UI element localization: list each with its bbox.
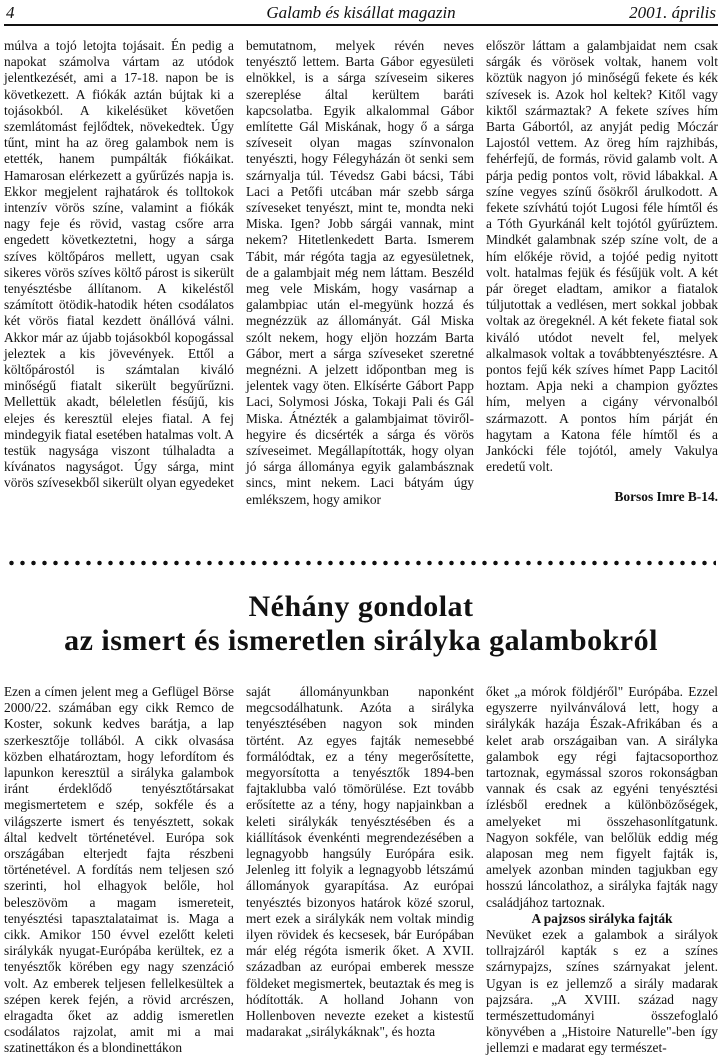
author-signature: Borsos Imre B-14.: [614, 489, 718, 505]
issue-date: 2001. április: [629, 3, 716, 22]
headline-line-1: Néhány gondolat: [248, 590, 474, 623]
article-column-1: [4, 684, 234, 1057]
top-article-column-1: [4, 38, 234, 492]
top-article-column-2: [246, 38, 474, 508]
article-text-3a: őket „a mórok földjéről" Európába. Ezzel egyszerre nyilvánválová lett, hogy a sirálykák hazája Észak-Afrikában és a kelet arab országaiban van. A sirályka galambok egy régi fajtacsoporthoz tartoznak, egymással szoros rokonságban vannak és csak az egyéni tenyésztési ízlésből erednek a különbözőségek, amelyeket mi összehasonlítgatunk. Nagyon sokféle, van belőlük eddig még alaposan meg nem figyelt fajták is, amelyek azonban minden tagjukban egy hosszú láncolathoz, a sirályka fajták nagy családjához tartoznak.: [486, 684, 718, 910]
article-headline: [0, 590, 722, 658]
top-article-text-3: először láttam a galambjaidat nem csak sárgák és vörösek voltak, hanem volt köztük nagyon jó minőségű fekete és kék szívesek is. Azok hol keltek? Kitől vagy kiktől származtak? A fekete szíves hím Barta Gábortól, az anyját pedig Móczár Lajostól vettem. Az öreg hím rajzhibás, fehérfejű, de formás, rövid galamb volt. A párja pedig pontos volt, rövid lábakkal. A színe vegyes színű ősökről árulkodott. A fekete szívhátú tojót Lugosi féle hímtől és a Tóth Gyurkánál kelt tojótól gyűrűztem. Mindkét galambnak szép színe volt, de a hím előkéje rövid, a tojóé pedig nyitott volt. hatalmas fejük és fésűjük volt. A két pár öreget eladtam, amikor a fiatalok túljutottak a vedlésen, mert sokkal jobbak voltak az öregeknél. A két fekete fiatal sok kiváló utódot nevelt fel, melyek alkalmasok voltak a továbbtenyésztésre. A pontos fejű kék szíves hímet Papp Lacitól hoztam. Apja neki a champion győztes hím, melyen a cigány vérvonalból származott. A pontos hím párját én hagytam a Katona féle hímtől és a Jankócki féle tojótól, amely Vakulya eredetű volt.: [486, 38, 718, 475]
headline-line-2: az ismert és ismeretlen sirályka galambokról: [64, 624, 658, 657]
top-article-column-3: [486, 38, 718, 506]
top-article-text-1: múlva a tojó letojta tojásait. Én pedig a napokat számolva vártam az utódok jelentkezését, ami a 17-18. napon be is következett. A fiókák aztán bújtak ki a tojásokból. A kikelésüket követően szemlátomást fejlődtek, növekedtek. Úgy tűnt, mint ha az öreg galambok nem is etették, hanem pumpálták fiókáikat. Hamarosan elérkezett a gyűrűzés napja is. Ekkor megjelent rajhatárok és tolltokok intenzív vörös színe, valamint a fiókák nagy feje és rövid, vastag csőre arra engedett következtetni, hogy a sárga szíves költőpáros mellett, ugyan csak sikeres vörös szíves költő párost is sikerült tenyésztésbe állítanom. A kikeléstől számított ötödik-hatodik héten csodálatos két vörös fiatal kezdett önállóvá válni. Akkor már az újabb tojásokból kopogással jeleztek a kis jövevények. Ettől a költőpárostól is számtalan kiváló minőségű fiatalt sikerült begyűrűzni. Mellettük akadt, béleletlen fésűjű, kis elejes és keresztül elejes fiatal. A fej mindegyik fiatal esetében hatalmas volt. A testük nagysága viszont túlhaladta a kívánatos nagyságot. Úgy sárga, mint vörös szívesekből sikerült olyan egyedeket: [4, 38, 234, 491]
top-article-text-2: bemutatnom, melyek révén neves tenyésztő lettem. Barta Gábor egyesületi elnökkel, is a sárga szíveseim sikeres szereplése által kerültem baráti kapcsolatba. Egyik alkalommal Gábor említette Gál Miskának, hogy ő a sárga szíveseit olyan magas színvonalon tenyészti, hogy Félegyházán öt senki sem szárnyalja túl. Tévedsz Gabi bácsi, Tábi Laci a Petőfi utcában már szebb sárga szíveseket tenyészt, mint te, mondta neki Miska. Igen? Jobb sárgái vannak, mint nekem? Hitetlenkedett Barta. Ismerem Tábit, már régóta tagja az egyesületnek, de a galambjait még nem láttam. Beszéld meg vele Miskám, hogy vasárnap a galambpiac után el-megyünk hozzá és megnézzük az állományát. Gál Miska szólt nekem, hogy eljön hozzám Barta Gábor, mert a sárga szíveseket szeretné megnézni. A jelzett időpontban meg is jelentek vagy öten. Elkísérte Gábort Papp Laci, Solymosi Jóska, Tokaji Pali és Gál Miska. Átnézték a galambjaimat töviről-hegyire és dicsérték a sárga és vörös szíveseimet. Megállapították, hogy olyan jó sárga állománya egyik galambásznak sincs, mint nekem. Laci bátyám úgy emlékszem, hogy amikor: [246, 38, 474, 507]
header-rule: [4, 24, 718, 26]
section-subheading: A pajzsos sirályka fajták: [531, 910, 673, 926]
dotted-divider: [6, 560, 716, 566]
page-number: 4: [6, 3, 15, 22]
article-column-2: [246, 684, 474, 1040]
article-text-3b: Nevüket ezek a galambok a sirályok tollrajzáról kapták s ez a színes szárnypajzs, színes szárnyakat jelent. Ugyan is ez jellemző a sirály madarak pajzsára. „A XVIII. század nagy természettudományi összefoglaló könyvében a „Histoire Naturelle"-ben így jellemzi e madarat egy természet-: [486, 927, 718, 1056]
article-text-2: saját állományunkban naponként megcsodálhatunk. Azóta a sirályka tenyésztésében nagyon sok minden történt. Az egyes fajták nemesebbé formálódtak, ez a tény megerősítette, megyorsította a tenyésztők 1894-ben fajtaklubba való tömörülése. Ezt tovább erősítette az a tény, hogy napjainkban a keleti sirálykák tenyésztésében és a kiállítások évenkénti megrendezésében a legnagyobb hangsúly Európára esik. Jelenleg itt folyik a legnagyobb létszámú állományok gyarapítása. Az európai tenyésztés bizonyos határok közé szorul, mert ezek a sirálykák nem voltak mindig ilyen rövidek és kecsesek, bár Európában már elég régóta ismerik őket. A XVII. században az európai emberek messze földeket megismertek, beutaztak és meg is hódították. A holland Johann von Hollenboven nevezte ezeket a kistestű madarakat „sirálykáknak", és hozta: [246, 684, 474, 1040]
magazine-title: Galamb és kisállat magazin: [266, 3, 456, 22]
article-column-3: [486, 684, 718, 1057]
article-text-1: Ezen a címen jelent meg a Geflügel Börse 2000/22. számában egy cikk Remco de Koster, sokunk kedves barátja, a lap szerkesztője tollából. A cikk olvasása közben elhatároztam, hogy lefordítom és lapunkon keresztül a sirályka galambok iránt érdeklődő tenyésztőtársakat megismertetem e szép, sokféle és a világszerte ismert és tenyésztett, sokak által kedvelt történetével. Európa sok országában elterjedt fajta részbeni történetével. A fordítás nem teljesen szó szerinti, hol elhagyok belőle, hol beleszövöm a magam ismereteit, tenyésztési tapasztalataimat is. Maga a cikk. Amikor 150 évvel ezelőtt keleti sirálykák nyugat-Európába kerültek, ez a tenyésztők körében egy nagy szenzáció volt. Az emberek teljesen fellelkesültek a szépen kerek fején, a rövid arcrészen, elragadta őket az addig ismeretlen csodálatos rajzolat, amit mi a mai szatinettákon és a blondinettákon: [4, 684, 234, 1056]
